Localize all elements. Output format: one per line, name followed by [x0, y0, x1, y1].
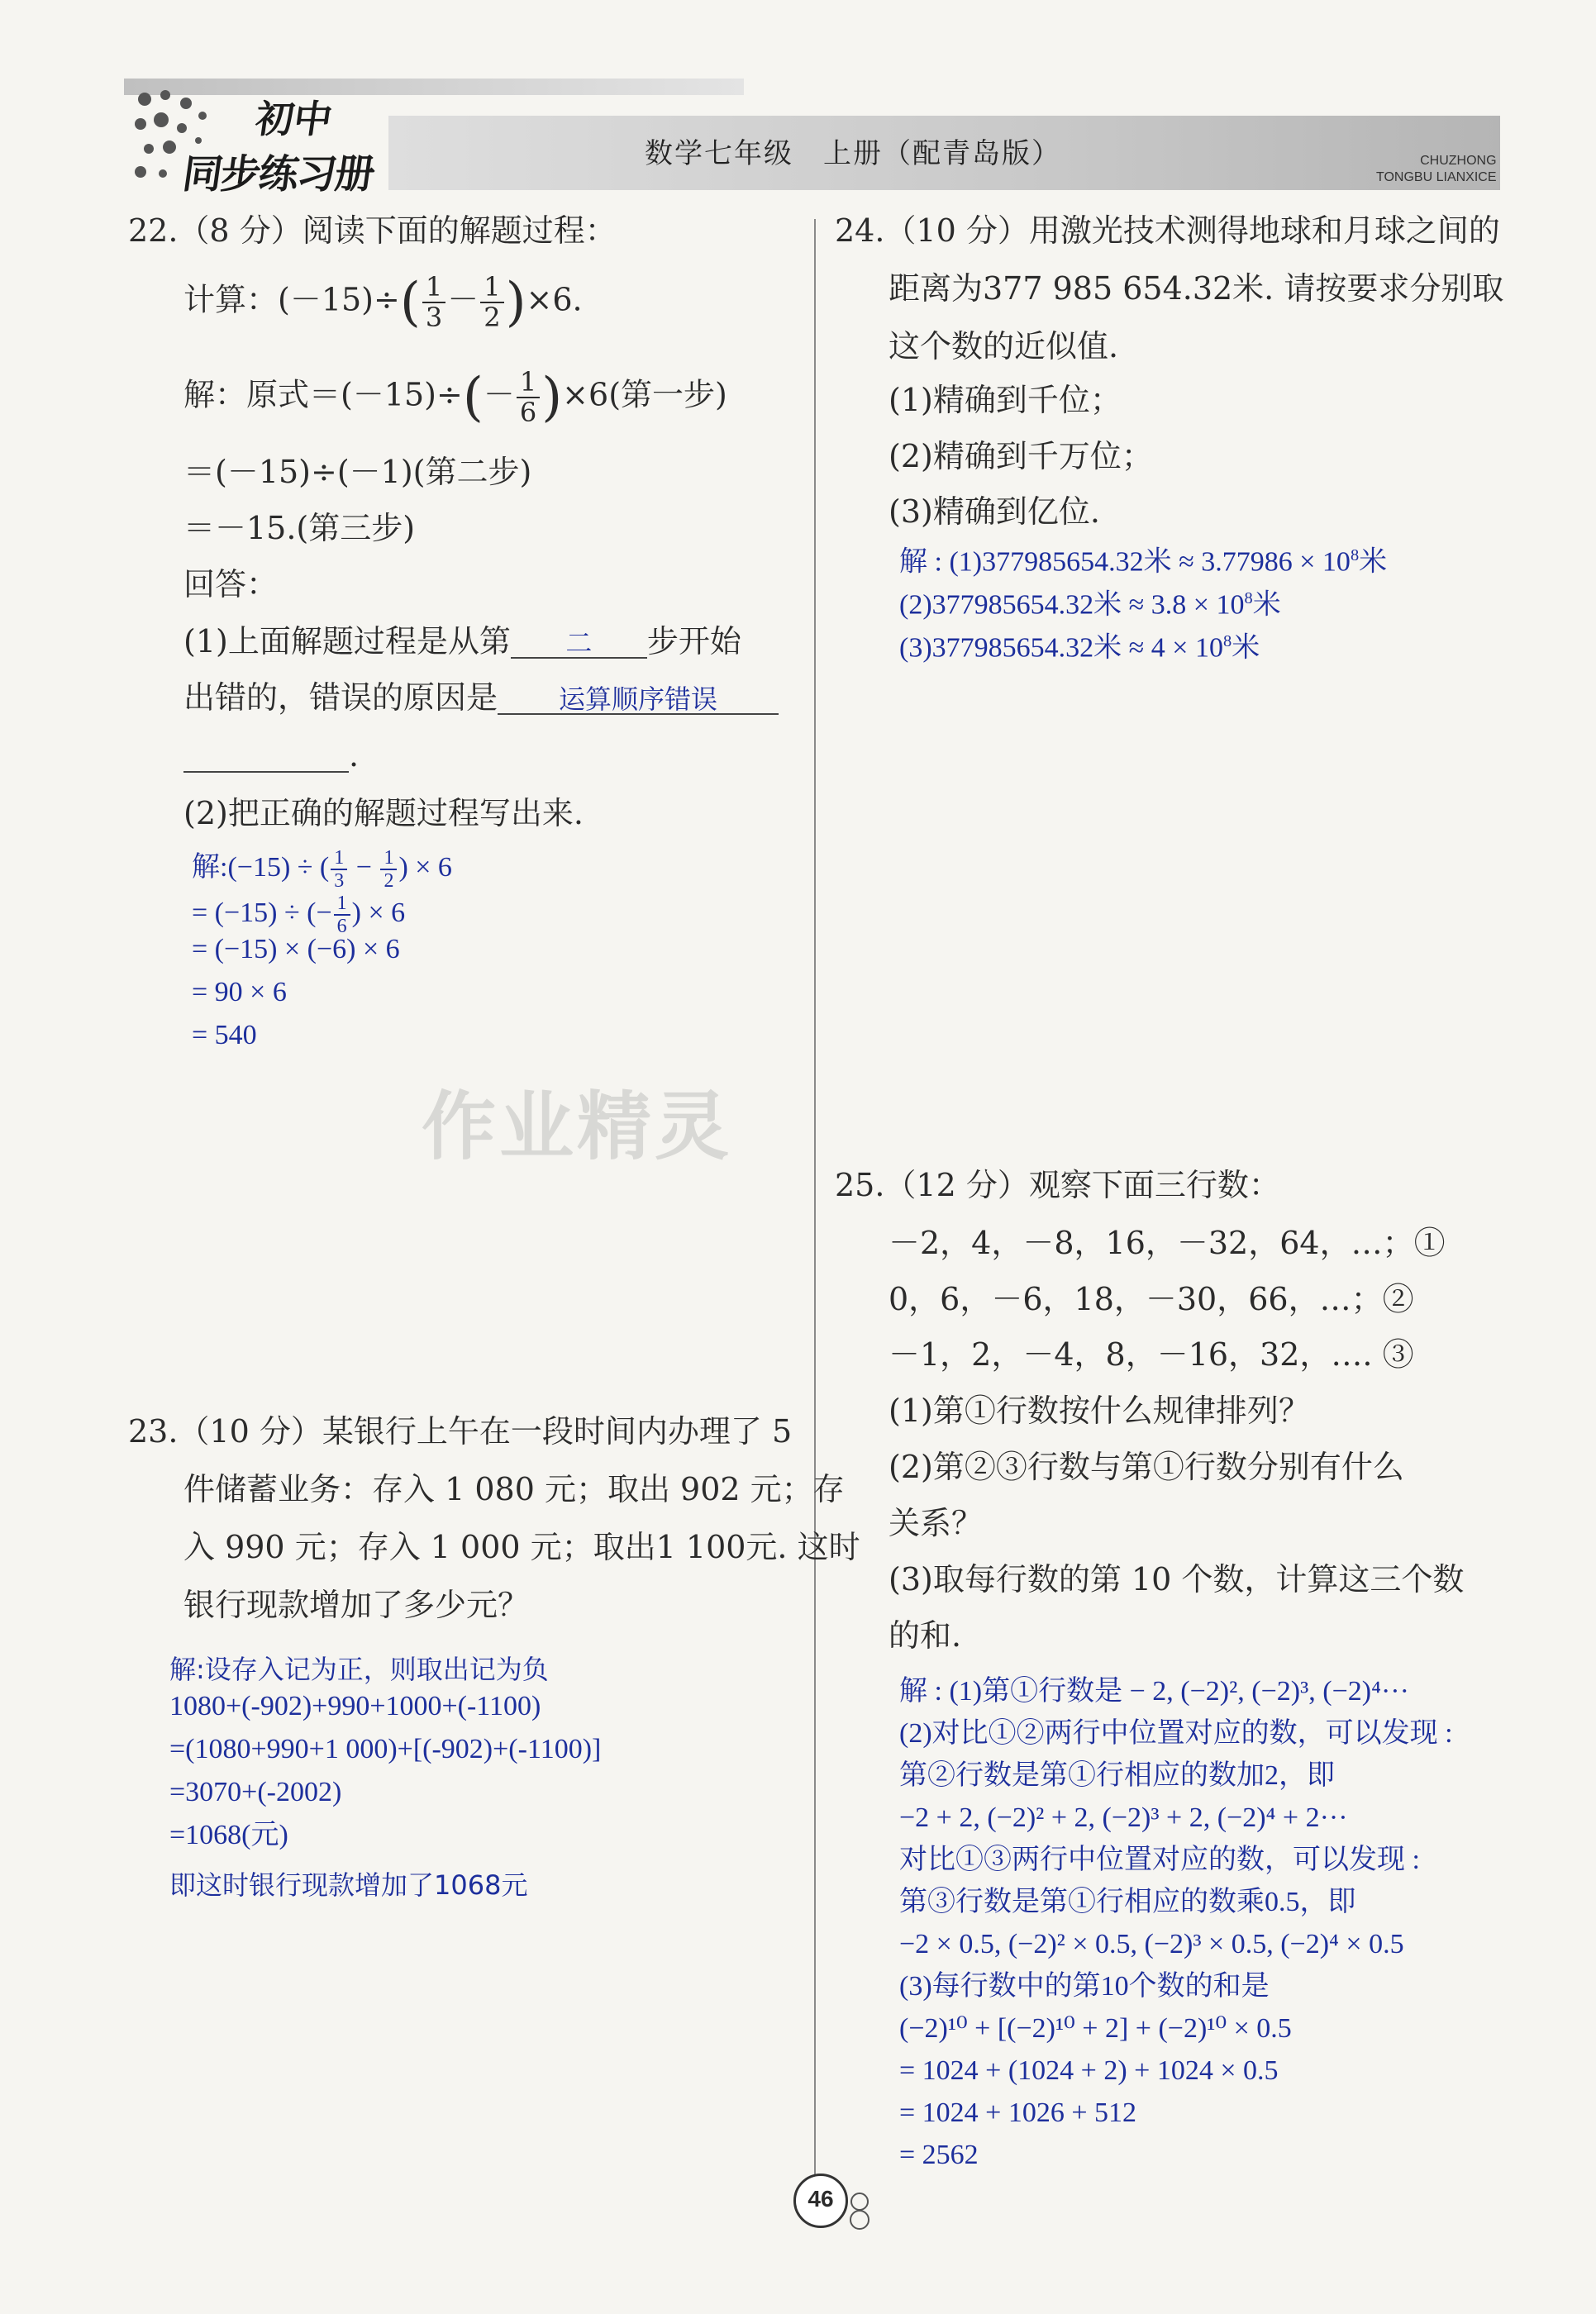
q22-ans-line5: = 540	[192, 1020, 257, 1050]
q25-part3b: 的和.	[889, 1617, 962, 1654]
q25-ans-line6: 第③行数是第①行相应的数乘0.5，即	[899, 1887, 1356, 1917]
q25-part1: (1)第①行数按什么规律排列？	[889, 1393, 1310, 1429]
q24-part3: (3)精确到亿位.	[889, 493, 1100, 530]
q25-ans-line8: (3)每行数中的第10个数的和是	[899, 1971, 1270, 2002]
column-divider	[814, 219, 816, 2190]
q23-ans-line4: =3070+(-2002)	[169, 1777, 342, 1807]
q22-step2: ＝(－15)÷(－1)(第二步)	[183, 454, 532, 490]
q24-ans-line1: 解 : (1)377985654.32米 ≈ $3.77986 \times 10^8$米	[899, 546, 1388, 578]
q22-part1-line2	[183, 679, 779, 716]
q25-ans-line2: (2)对比①②两行中位置对应的数，可以发现 :	[899, 1718, 1453, 1749]
q22-ans-line4: = 90 × 6	[192, 977, 287, 1007]
q22-part1-line3: .	[183, 740, 359, 773]
q22-p1-text-b: 步开始	[646, 623, 741, 659]
q24-line2: 距离为377 985 654.32米. 请按要求分别取	[889, 270, 1504, 307]
q23-line3: 入 990 元；存入 1 000 元；取出1 100元. 这时	[183, 1529, 860, 1565]
q25-ans-line1: 解 : (1)第①行数是 − 2, (−2)², (−2)³, (−2)⁴···	[899, 1676, 1409, 1707]
q24-part1: (1)精确到千位；	[889, 382, 1122, 418]
q23-line1: 23.（10 分）某银行上午在一段时间内办理了 5	[128, 1413, 793, 1450]
q23-ans-line1: 解:设存入记为正，则取出记为负	[169, 1654, 549, 1685]
q25-ans-line9: (−2)¹⁰ + [(−2)¹⁰ + 2] + (−2)¹⁰ × 0.5	[899, 2013, 1292, 2044]
q24-line3: 这个数的近似值.	[889, 328, 1119, 364]
q23-ans-line6: 即这时银行现款增加了1068元	[169, 1869, 528, 1901]
q22-blank-step	[511, 626, 647, 659]
q25-line1: 25.（12 分）观察下面三行数：	[835, 1167, 1280, 1203]
q23-line2: 件储蓄业务：存入 1 080 元；取出 902 元；存	[183, 1471, 845, 1507]
q22-p1-text-a: (1)上面解题过程是从第	[183, 623, 511, 659]
q22-ans-line1: 解:(−15) ÷ ( $\frac{1}{3}$ − $\frac{1}{2}$ ) × 6	[192, 847, 452, 893]
q22-calc-suffix: ×6.	[526, 281, 583, 318]
q22-blank-reason	[498, 682, 779, 715]
book-title: 数学七年级 上册（配青岛版）	[645, 137, 1061, 170]
q25-ans-line12: = 2562	[899, 2140, 979, 2170]
q22-calc: 计算：(－15)÷( $\frac{1}{3}$ － $\frac{1}{2}$ )×6.	[183, 271, 583, 334]
q24-line1: 24.（10 分）用激光技术测得地球和月球之间的	[835, 212, 1500, 249]
q22-solution: 解：原式＝(－15)÷(－ $\frac{1}{6}$ )×6(第一步)	[183, 366, 727, 429]
q22-blank-step-answer: 二	[565, 627, 593, 659]
q24-part2: (2)精确到千万位；	[889, 438, 1153, 474]
book-pinyin	[1376, 153, 1497, 186]
q22-p1-text-c: 出错的，错误的原因是	[183, 679, 498, 716]
q22-sol-prefix: 解：原式＝(－15)÷	[183, 376, 463, 413]
q22-calc-prefix: 计算：(－15)÷	[183, 281, 400, 318]
q22-part1-line1	[183, 623, 741, 659]
q23-ans-line5: =1068(元)	[169, 1820, 288, 1850]
q22-stem: 22.（8 分）阅读下面的解题过程：	[128, 212, 617, 249]
page-ornament-icon	[843, 2190, 876, 2231]
q24-ans-line3: (3)377985654.32米 ≈ $4 \times 10^8$米	[899, 632, 1260, 664]
q23-line4: 银行现款增加了多少元？	[183, 1587, 530, 1623]
q25-ans-line11: = 1024 + 1026 + 512	[899, 2097, 1137, 2128]
q23-ans-line3: =(1080+990+1 000)+[(-902)+(-1100)]	[169, 1734, 602, 1764]
q25-row3: －1，2，－4，8，－16，32，…. ③	[889, 1336, 1414, 1373]
logo-line2: 同步练习册	[179, 151, 377, 198]
q22-blank-reason-answer: 运算顺序错误	[559, 683, 718, 715]
page-number: 46	[793, 2174, 848, 2228]
q25-part2a: (2)第②③行数与第①行数分别有什么	[889, 1449, 1404, 1485]
q22-step3: ＝－15.(第三步)	[183, 510, 416, 546]
q25-row2: 0，6，－6，18，－30，66，…；②	[889, 1281, 1414, 1317]
pinyin-line2: TONGBU LIANXICE	[1376, 170, 1497, 184]
q22-part2: (2)把正确的解题过程写出来.	[183, 795, 584, 831]
watermark: 作业精灵	[422, 1083, 732, 1170]
q25-part2b: 关系？	[889, 1505, 984, 1541]
frac-1-2: $\frac{1}{2}$	[480, 273, 503, 332]
q22-ans-line3: = (−15) × (−6) × 6	[192, 934, 400, 964]
q25-part3a: (3)取每行数的第 10 个数，计算这三个数	[889, 1561, 1465, 1597]
q25-ans-line4: −2 + 2, (−2)² + 2, (−2)³ + 2, (−2)⁴ + 2···	[899, 1802, 1348, 1833]
q25-row1: －2，4，－8，16，－32，64，…；①	[889, 1225, 1446, 1261]
q25-ans-line7: −2 × 0.5, (−2)² × 0.5, (−2)³ × 0.5, (−2)⁴ × 0.5	[899, 1929, 1404, 1959]
q23-ans-line2: 1080+(-902)+990+1000+(-1100)	[169, 1691, 541, 1721]
q25-ans-line3: 第②行数是第①行相应的数加2，即	[899, 1760, 1335, 1791]
frac-1-6: $\frac{1}{6}$	[517, 368, 540, 427]
pinyin-line1: CHUZHONG	[1420, 154, 1497, 168]
q22-sol-suffix: ×6(第一步)	[562, 376, 727, 413]
frac-1-3: $\frac{1}{3}$	[422, 273, 445, 332]
logo-line1: 初中	[252, 97, 336, 141]
q25-ans-line10: = 1024 + (1024 + 2) + 1024 × 0.5	[899, 2055, 1279, 2086]
q24-ans-line2: (2)377985654.32米 ≈ $3.8 \times 10^8$米	[899, 589, 1281, 621]
q22-ans-line2: = (−15) ÷ (− $\frac{1}{6}$ ) × 6	[192, 893, 406, 938]
q25-ans-line5: 对比①③两行中位置对应的数，可以发现 :	[899, 1845, 1420, 1875]
q22-answer-label: 回答：	[183, 566, 279, 602]
